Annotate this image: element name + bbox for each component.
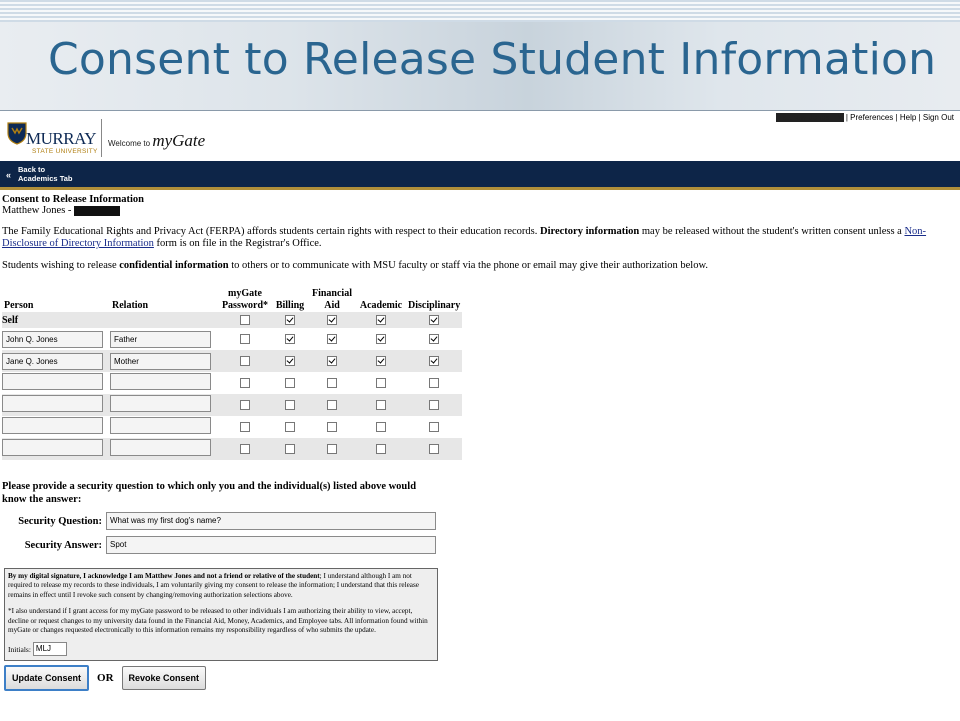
checkbox-billing[interactable]: [285, 334, 295, 344]
help-link[interactable]: Help: [899, 113, 917, 122]
signature-statement: [8, 572, 434, 600]
permissions-table: [2, 288, 462, 460]
non-disclosure-link[interactable]: Non-Disclosure of Directory Information: [2, 226, 927, 249]
welcome-banner: [108, 131, 205, 151]
checkbox-financial-aid[interactable]: [327, 334, 337, 344]
table-row: [2, 394, 462, 416]
checkbox-disciplinary[interactable]: [429, 334, 439, 344]
checkbox-billing[interactable]: [285, 400, 295, 410]
table-row: [2, 328, 462, 350]
link-separator: |: [918, 113, 921, 122]
checkbox-mygate[interactable]: [240, 422, 250, 432]
security-answer-row: [2, 536, 958, 554]
checkbox-financial-aid[interactable]: [327, 422, 337, 432]
checkbox-disciplinary[interactable]: [429, 400, 439, 410]
col-finaid-top: Financial: [311, 288, 352, 299]
shield-logo-icon: [6, 121, 28, 145]
welcome-prefix: Welcome to: [108, 139, 151, 148]
checkbox-billing[interactable]: [285, 356, 295, 366]
person-input[interactable]: John Q. Jones: [2, 331, 103, 348]
checkbox-billing[interactable]: [285, 378, 295, 388]
initials-input[interactable]: MLJ: [33, 642, 67, 656]
table-row: [2, 416, 462, 438]
checkbox-mygate[interactable]: [240, 444, 250, 454]
relation-input[interactable]: Mother: [110, 353, 211, 370]
checkbox-financial-aid[interactable]: [327, 315, 337, 325]
checkbox-financial-aid[interactable]: [327, 356, 337, 366]
col-person: Person: [4, 300, 34, 311]
back-label-line1: Back to: [18, 165, 46, 174]
checkbox-academic[interactable]: [376, 334, 386, 344]
murray-logo[interactable]: [6, 119, 98, 159]
sign-out-link[interactable]: Sign Out: [922, 113, 954, 122]
checkbox-financial-aid[interactable]: [327, 400, 337, 410]
checkbox-academic[interactable]: [376, 444, 386, 454]
ferpa-text: The Family Educational Rights and Privacy Act (FERPA) affords students certain rights with respect to their education records.: [2, 226, 538, 237]
back-to-academics-link[interactable]: [18, 165, 72, 183]
security-answer-input[interactable]: Spot: [106, 536, 436, 554]
table-row-self: [2, 312, 462, 328]
col-relation: Relation: [112, 300, 149, 311]
relation-input[interactable]: [110, 439, 211, 456]
security-intro: Please provide a security question to which only you and the individual(s) listed above would know the answer:: [2, 481, 417, 505]
security-question-row: [2, 512, 958, 530]
link-separator: |: [845, 113, 848, 122]
user-display: Matthew Jones - M: [776, 113, 844, 122]
security-answer-label: Security Answer:: [24, 539, 102, 551]
relation-input[interactable]: [110, 395, 211, 412]
checkbox-academic[interactable]: [376, 315, 386, 325]
relation-input[interactable]: [110, 417, 211, 434]
checkbox-mygate[interactable]: [240, 400, 250, 410]
redacted-id: [74, 206, 120, 216]
checkbox-academic[interactable]: [376, 400, 386, 410]
logo-name: MURRAY: [26, 129, 97, 148]
person-input[interactable]: [2, 395, 103, 412]
checkbox-academic[interactable]: [376, 378, 386, 388]
mygate-screenshot: [0, 110, 960, 721]
top-links: [776, 113, 954, 122]
checkbox-disciplinary[interactable]: [429, 378, 439, 388]
preferences-link[interactable]: Preferences: [850, 113, 894, 122]
signature-text: ; I understand although I am not required to release my records to these individuals, I am voluntarily giving my consent to release the information; I understand that this release remains in effect until I revoke such consent by changing/removing authorization selections above.: [8, 572, 419, 599]
initials-label: Initials:: [8, 644, 31, 654]
table-row: [2, 372, 462, 394]
ferpa-bold: Directory information: [540, 226, 640, 237]
action-row: [4, 665, 958, 691]
col-finaid-bottom: Aid: [324, 300, 340, 311]
conf-text: Students wishing to release: [2, 260, 117, 271]
checkbox-academic[interactable]: [376, 356, 386, 366]
checkbox-mygate[interactable]: [240, 334, 250, 344]
revoke-consent-button[interactable]: Revoke Consent: [122, 666, 207, 690]
slide-top-stripes: [0, 0, 960, 22]
relation-input[interactable]: Father: [110, 331, 211, 348]
conf-bold: confidential information: [119, 260, 229, 271]
col-financial-aid: [308, 288, 356, 312]
mygate-brand: myGate: [152, 131, 206, 150]
signature-bold: By my digital signature, I acknowledge I am Matthew Jones and not a friend or relative of the student: [8, 572, 320, 580]
checkbox-disciplinary[interactable]: [429, 315, 439, 325]
ferpa-text-2: may be released without the student's written consent unless a: [641, 226, 902, 237]
checkbox-mygate[interactable]: [240, 356, 250, 366]
checkbox-disciplinary[interactable]: [429, 444, 439, 454]
checkbox-billing[interactable]: [285, 444, 295, 454]
person-input[interactable]: Jane Q. Jones: [2, 353, 103, 370]
mygate-header: [0, 111, 960, 161]
checkbox-financial-aid[interactable]: [327, 378, 337, 388]
student-name-line: [2, 205, 958, 216]
logo-subtitle: STATE UNIVERSITY: [32, 148, 98, 155]
update-consent-button[interactable]: Update Consent: [4, 665, 89, 691]
double-chevron-left-icon: «: [6, 170, 12, 180]
consent-form: [0, 190, 960, 691]
person-input[interactable]: [2, 417, 103, 434]
password-statement: *I also understand if I grant access for my myGate password to be released to other individuals I am authorizing their ability to view, accept, decline or request changes to my university data found in the Financial Aid, Money, Academics, and Employee tabs. All information found within myGate or changes requested electronically to this information remains my responsibility regardless of who submits the update.: [8, 607, 428, 635]
checkbox-mygate[interactable]: [240, 315, 250, 325]
signature-box: [4, 568, 438, 661]
checkbox-disciplinary[interactable]: [429, 422, 439, 432]
header-divider: [101, 119, 102, 157]
checkbox-academic[interactable]: [376, 422, 386, 432]
link-separator: |: [895, 113, 898, 122]
person-input[interactable]: [2, 373, 103, 390]
back-label-line2: Academics Tab: [18, 174, 73, 183]
initials-row: [8, 642, 434, 656]
form-title: Consent to Release Information: [2, 194, 145, 205]
col-billing: Billing: [275, 300, 305, 311]
ferpa-text-3: form is on file in the Registrar's Office.: [156, 238, 322, 249]
checkbox-billing[interactable]: [285, 315, 295, 325]
conf-text-2: to others or to communicate with MSU faculty or staff via the phone or email may give their authorization below.: [231, 260, 708, 271]
col-mygate-top: myGate: [228, 288, 262, 299]
security-question-input[interactable]: What was my first dog's name?: [106, 512, 436, 530]
checkbox-financial-aid[interactable]: [327, 444, 337, 454]
checkbox-billing[interactable]: [285, 422, 295, 432]
nav-bar: [0, 161, 960, 190]
security-question-label: Security Question:: [18, 515, 102, 527]
self-label: Self: [2, 312, 218, 328]
checkbox-disciplinary[interactable]: [429, 356, 439, 366]
col-academic: Academic: [359, 300, 403, 311]
col-disciplinary: Disciplinary: [408, 300, 461, 311]
table-row: [2, 350, 462, 372]
person-input[interactable]: [2, 439, 103, 456]
confidential-paragraph: [2, 260, 958, 272]
relation-input[interactable]: [110, 373, 211, 390]
col-mygate-password: [218, 288, 272, 312]
slide-title: Consent to Release Student Information: [48, 34, 937, 85]
or-label: OR: [97, 672, 114, 685]
student-name: Matthew Jones -: [2, 205, 72, 216]
checkbox-mygate[interactable]: [240, 378, 250, 388]
col-mygate-bottom: Password*: [221, 300, 269, 311]
ferpa-paragraph: [2, 226, 958, 250]
table-row: [2, 438, 462, 460]
